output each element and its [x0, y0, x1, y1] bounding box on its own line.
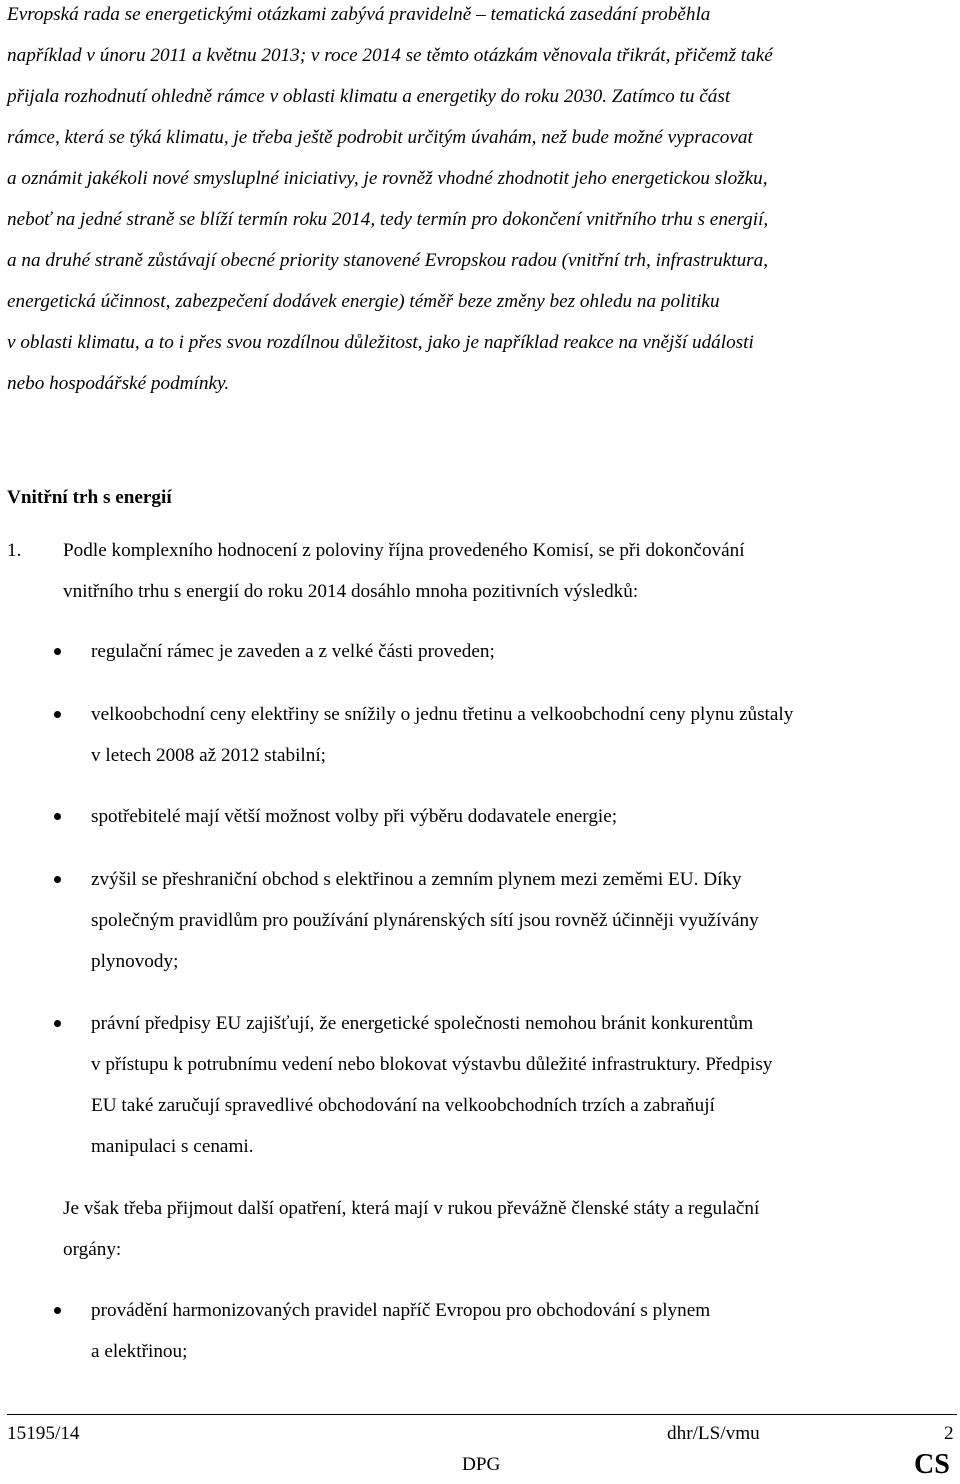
bullet-icon [54, 1020, 61, 1027]
bullet-item [54, 631, 960, 672]
bullet-line: velkoobchodní ceny elektřiny se snížily o jednu třetinu a velkoobchodní ceny plynu zůstaly [91, 704, 794, 725]
bullet-line: v přístupu k potrubnímu vedení nebo blokovat výstavbu důležité infrastruktury. Předpisy [91, 1054, 773, 1075]
bullet-line: právní předpisy EU zajišťují, že energetické společnosti nemohou bránit konkurentům [91, 1013, 754, 1034]
intro-line: přijala rozhodnutí ohledně rámce v oblasti klimatu a energetiky do roku 2030. Zatímco tu část [7, 86, 731, 107]
paragraph-line: Je však třeba přijmout další opatření, která mají v rukou převážně členské státy a regulační [63, 1198, 760, 1219]
bullet-line: manipulaci s cenami. [91, 1136, 254, 1157]
intro-line: neboť na jedné straně se blíží termín roku 2014, tedy termín pro dokončení vnitřního trhu s energií, [7, 209, 769, 230]
numbered-paragraph [7, 530, 957, 612]
footer-divider [7, 1414, 957, 1415]
measures-paragraph [63, 1188, 943, 1270]
bullet-icon [54, 711, 61, 718]
intro-line: energetická účinnost, zabezpečení dodávek energie) téměř beze změny bez ohledu na politiku [7, 291, 720, 312]
bullet-line: a elektřinou; [91, 1341, 188, 1362]
section-heading: Vnitřní trh s energií [7, 487, 172, 508]
intro-line: Evropská rada se energetickými otázkami zabývá pravidelně – tematická zasedání proběhla [7, 4, 711, 25]
bullet-line: EU také zaručují spravedlivé obchodování na velkoobchodních trzích a zabraňují [91, 1095, 715, 1116]
bullet-item [54, 1290, 960, 1372]
intro-line: v oblasti klimatu, a to i přes svou rozdílnou důležitost, jako je například reakce na vnější události [7, 332, 754, 353]
intro-line: a na druhé straně zůstávají obecné priority stanovené Evropskou radou (vnitřní trh, infrastruktura, [7, 250, 769, 271]
bullet-line: regulační rámec je zaveden a z velké části proveden; [91, 641, 495, 662]
bullet-line: provádění harmonizovaných pravidel napříč Evropou pro obchodování s plynem [91, 1300, 711, 1321]
intro-line: nebo hospodářské podmínky. [7, 373, 230, 394]
bullet-line: zvýšil se přeshraniční obchod s elektřinou a zemním plynem mezi zeměmi EU. Díky [91, 869, 742, 890]
bullet-item [54, 796, 960, 837]
bullet-item [54, 859, 960, 982]
footer-page-number: 2 [944, 1423, 954, 1444]
paragraph-line: vnitřního trhu s energií do roku 2014 dosáhlo mnoha pozitivních výsledků: [63, 581, 639, 602]
footer-dg: DPG [462, 1454, 501, 1475]
bullet-item [54, 694, 960, 776]
footer-doc-number: 15195/14 [7, 1423, 80, 1444]
paragraph-number: 1. [7, 540, 22, 561]
bullet-icon [54, 648, 61, 655]
bullet-icon [54, 813, 61, 820]
bullet-icon [54, 1307, 61, 1314]
intro-line: a oznámit jakékoli nové smysluplné iniciativy, je rovněž vhodné zhodnotit jeho energetickou složku, [7, 168, 768, 189]
intro-line: rámce, která se týká klimatu, je třeba ještě podrobit určitým úvahám, než bude možné vypracovat [7, 127, 753, 148]
intro-line: například v únoru 2011 a květnu 2013; v roce 2014 se těmto otázkám věnovala třikrát, přičemž také [7, 45, 773, 66]
bullet-line: spotřebitelé mají větší možnost volby při výběru dodavatele energie; [91, 806, 618, 827]
bullet-icon [54, 876, 61, 883]
paragraph-line: orgány: [63, 1239, 122, 1260]
footer-language: CS [914, 1449, 950, 1480]
bullet-line: plynovody; [91, 951, 179, 972]
bullet-line: společným pravidlům pro používání plynárenských sítí jsou rovněž účinněji využívány [91, 910, 759, 931]
paragraph-line: Podle komplexního hodnocení z poloviny října provedeného Komisí, se při dokončování [63, 540, 745, 561]
bullet-line: v letech 2008 až 2012 stabilní; [91, 745, 326, 766]
intro-paragraph [7, 0, 957, 404]
bullet-item [54, 1003, 960, 1167]
footer-initials: dhr/LS/vmu [667, 1423, 760, 1444]
